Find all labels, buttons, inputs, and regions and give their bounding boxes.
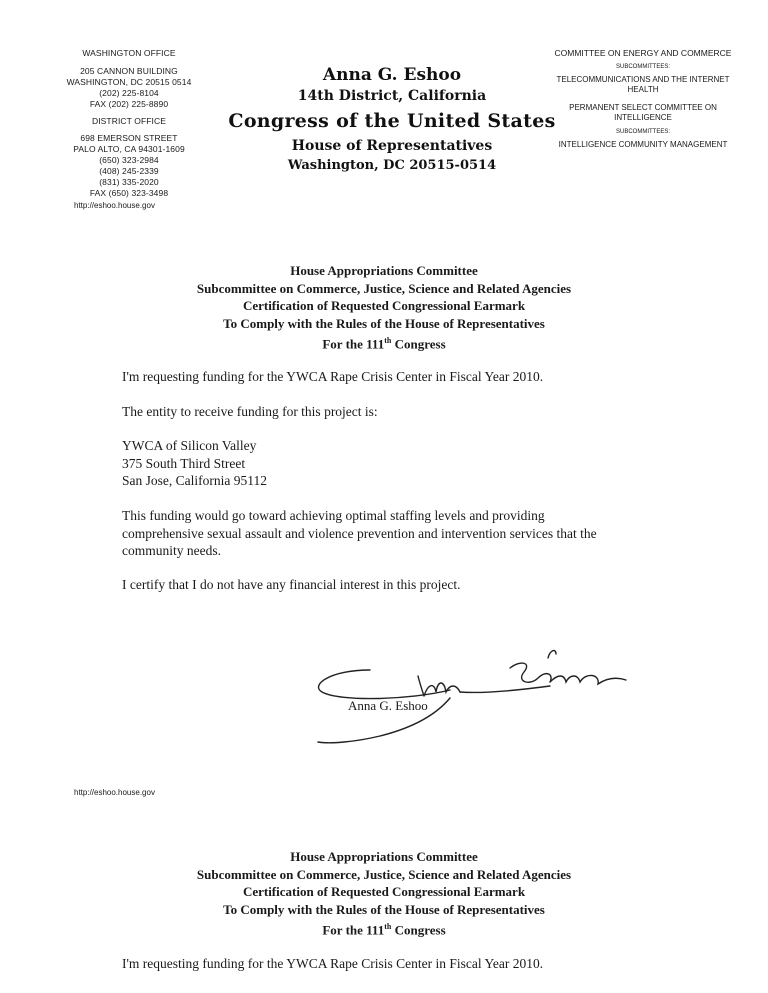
- certification-heading-repeat: [90, 848, 678, 939]
- district-fax: FAX (650) 323-3498: [89, 188, 169, 198]
- entity-intro: The entity to receive funding for this project is:: [122, 404, 378, 419]
- request-paragraph-repeat: I'm requesting funding for the YWCA Rape Crisis Center in Fiscal Year 2010.: [122, 956, 544, 971]
- signature-image: [310, 640, 630, 750]
- cert-line-subcommittee: Subcommittee on Commerce, Justice, Science and Related Agencies: [196, 866, 572, 882]
- letterhead-name: Anna G. Eshoo: [322, 65, 462, 85]
- cert-line-certification: Certification of Requested Congressional Earmark: [242, 884, 526, 899]
- letterhead-congress: Congress of the United States: [228, 110, 556, 132]
- office-addresses: [40, 48, 218, 199]
- washington-phone: (202) 225-8104: [99, 88, 159, 98]
- cert-line-rules: To Comply with the Rules of the House of Representatives: [223, 315, 545, 331]
- certify-paragraph: I certify that I do not have any financial interest in this project.: [122, 577, 461, 592]
- request-paragraph: I'm requesting funding for the YWCA Rape Crisis Center in Fiscal Year 2010.: [122, 369, 544, 384]
- washington-fax: FAX (202) 225-8890: [89, 99, 169, 109]
- cert-line-certification: Certification of Requested Congressional Earmark: [242, 298, 526, 313]
- entity-address: [122, 437, 682, 490]
- purpose-paragraph: This funding would go toward achieving optimal staffing levels and providing comprehensive sexual assault and violence prevention and intervention services that the community needs.: [122, 508, 597, 558]
- subcommittee-intel-community: INTELLIGENCE COMMUNITY MANAGEMENT: [558, 140, 728, 149]
- subcommittees-label: SUBCOMMITTEES:: [615, 64, 670, 70]
- cert-line-subcommittee: Subcommittee on Commerce, Justice, Science and Related Agencies: [196, 280, 572, 296]
- washington-address-line: 205 CANNON BUILDING: [80, 66, 178, 76]
- washington-office-heading: WASHINGTON OFFICE: [82, 48, 176, 58]
- cert-line-congress: For the 111th Congress: [322, 922, 446, 938]
- cert-line-congress: For the 111th Congress: [322, 336, 446, 352]
- committee-list: [548, 48, 738, 150]
- cert-line-committee: House Appropriations Committee: [290, 263, 478, 278]
- district-office-heading: DISTRICT OFFICE: [91, 116, 167, 126]
- committee-intelligence: PERMANENT SELECT COMMITTEE ON INTELLIGENCE: [569, 103, 717, 122]
- signatory-name: Anna G. Eshoo: [348, 698, 428, 713]
- entity-name: YWCA of Silicon Valley: [122, 438, 257, 453]
- district-address-line: 698 EMERSON STREET: [80, 133, 178, 143]
- entity-street: 375 South Third Street: [122, 455, 246, 471]
- district-address-line: PALO ALTO, CA 94301-1609: [73, 144, 185, 154]
- letterhead-city: Washington, DC 20515-0514: [287, 158, 497, 173]
- district-phone: (408) 245-2339: [99, 166, 159, 176]
- washington-address-line: WASHINGTON, DC 20515 0514: [66, 77, 192, 87]
- letterhead: [222, 64, 562, 176]
- entity-city: San Jose, California 95112: [122, 473, 267, 488]
- district-phone: (650) 323-2984: [99, 155, 159, 165]
- subcommittee-health: HEALTH: [627, 85, 659, 94]
- cert-line-committee: House Appropriations Committee: [290, 849, 478, 864]
- certification-heading: [90, 262, 678, 353]
- subcommittee-telecom: TELECOMMUNICATIONS AND THE INTERNET: [556, 75, 730, 84]
- letterhead-district: 14th District, California: [297, 88, 487, 104]
- footer-website-link[interactable]: http://eshoo.house.gov: [74, 788, 155, 797]
- subcommittees-label: SUBCOMMITTEES:: [615, 129, 670, 135]
- cert-line-rules: To Comply with the Rules of the House of Representatives: [223, 901, 545, 917]
- district-phone: (831) 335-2020: [99, 177, 159, 187]
- committee-energy-commerce: COMMITTEE ON ENERGY AND COMMERCE: [554, 48, 732, 58]
- letterhead-house: House of Representatives: [291, 138, 493, 154]
- header-website-link[interactable]: http://eshoo.house.gov: [74, 201, 155, 210]
